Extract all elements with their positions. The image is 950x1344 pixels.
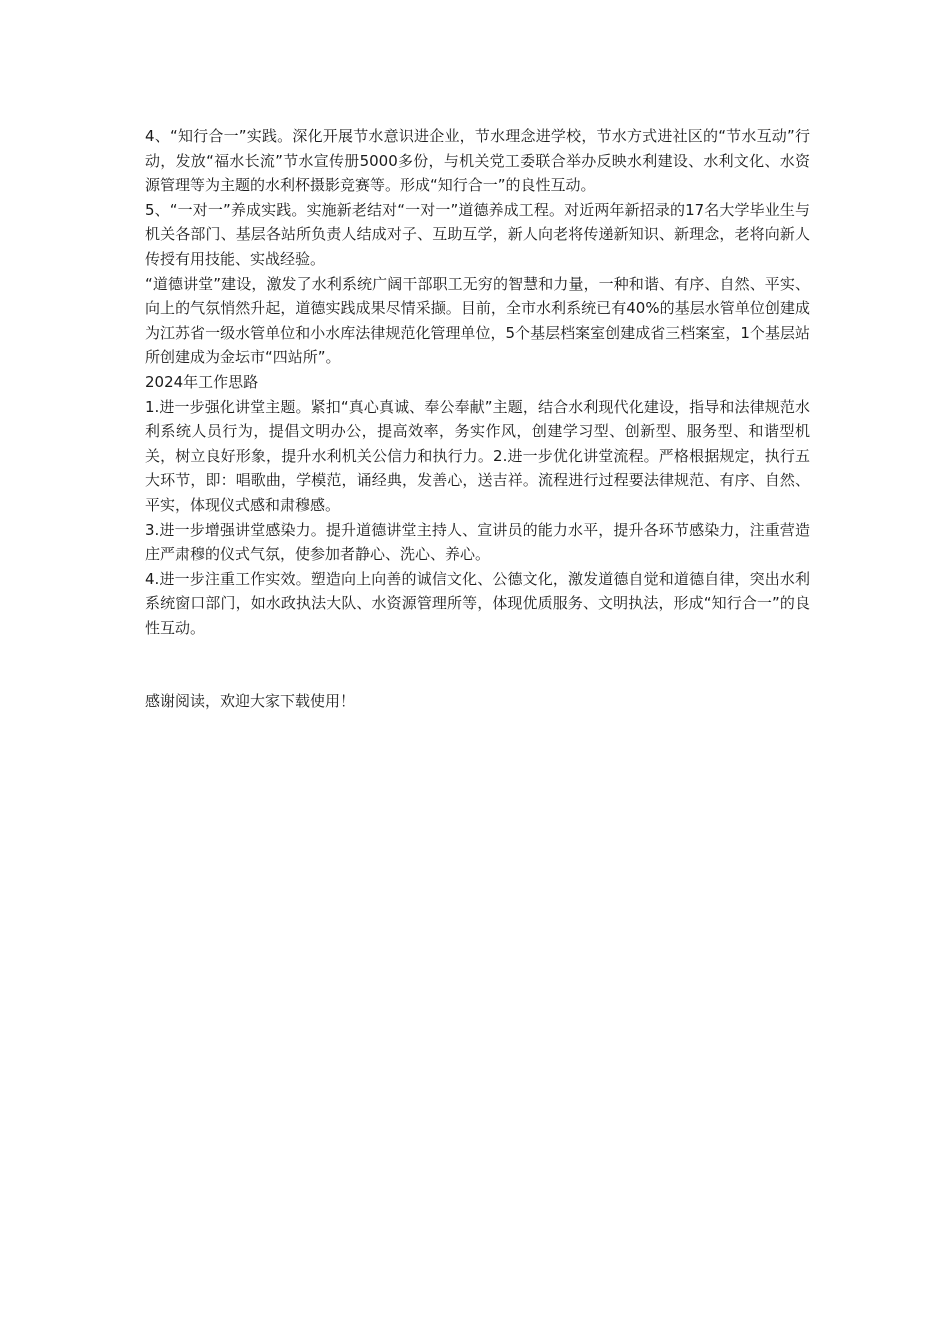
- paragraph-practice-4: 4、“知行合一”实践。深化开展节水意识进企业，节水理念进学校，节水方式进社区的“节水互动”行动，发放“福水长流”节水宣传册5000多份，与机关党工委联合举办反映水利建设、水利文化、水资源管理等为主题的水利杯摄影竞赛等。形成“知行合一”的良性互动。: [145, 127, 810, 195]
- document-body: [145, 124, 810, 714]
- paragraph-plan-1-2: 1.进一步强化讲堂主题。紧扣“真心真诚、奉公奉献”主题，结合水利现代化建设，指导和法律规范水利系统人员行为，提倡文明办公，提高效率，务实作风，创建学习型、创新型、服务型、和谐型机关，树立良好形象，提升水利机关公信力和执行力。2.进一步优化讲堂流程。严格根据规定，执行五大环节，即：唱歌曲，学模范，诵经典，发善心，送吉祥。流程进行过程要法律规范、有序、自然、平实，体现仪式感和肃穆感。: [145, 397, 810, 514]
- section-heading-2024: 2024年工作思路: [145, 372, 259, 391]
- paragraph-plan-4: 4.进一步注重工作实效。塑造向上向善的诚信文化、公德文化，激发道德自觉和道德自律，突出水利系统窗口部门，如水政执法大队、水资源管理所等，体现优质服务、文明执法，形成“知行合一”的良性互动。: [145, 569, 810, 637]
- closing-note: 感谢阅读，欢迎大家下载使用！: [145, 692, 356, 711]
- paragraph-plan-3: 3.进一步增强讲堂感染力。提升道德讲堂主持人、宣讲员的能力水平，提升各环节感染力，注重营造庄严肃穆的仪式气氛，使参加者静心、洗心、养心。: [145, 520, 810, 564]
- paragraph-practice-5: 5、“一对一”养成实践。实施新老结对“一对一”道德养成工程。对近两年新招录的17名大学毕业生与机关各部门、基层各站所负责人结成对子、互助互学，新人向老将传递新知识、新理念，老将向新人传授有用技能、实战经验。: [145, 200, 810, 268]
- blank-space: [145, 640, 810, 689]
- paragraph-summary: “道德讲堂”建设，激发了水利系统广阔干部职工无穷的智慧和力量，一种和谐、有序、自然、平实、向上的气氛悄然升起，道德实践成果尽情采撷。目前，全市水利系统已有40%的基层水管单位创建成为江苏省一级水管单位和小水库法律规范化管理单位，5个基层档案室创建成省三档案室，1个基层站所创建成为金坛市“四站所”。: [145, 274, 810, 367]
